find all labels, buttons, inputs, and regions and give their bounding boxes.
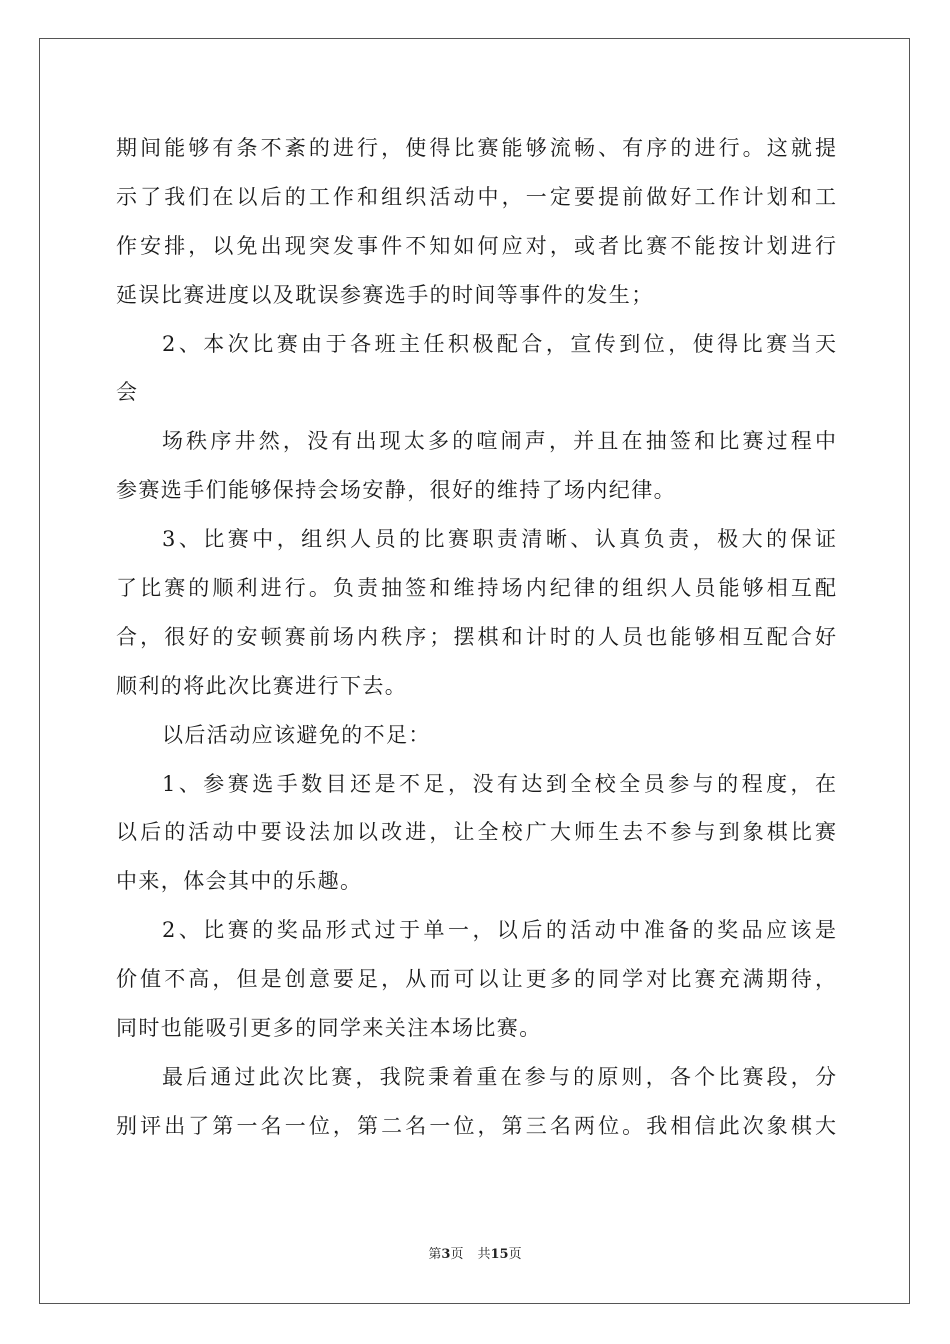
document-body <box>116 124 836 1151</box>
text-line: 2、本次比赛由于各班主任积极配合，宣传到位，使得比赛当天 <box>162 331 836 356</box>
page-prefix: 第 <box>428 1247 442 1262</box>
text-line: 价值不高，但是创意要足，从而可以让更多的同学对比赛充满期待， <box>116 967 836 992</box>
text-line: 延误比赛进度以及耽误参赛选手的时间等事件的发生； <box>116 282 654 307</box>
text-line: 合，很好的安顿赛前场内秩序；摆棋和计时的人员也能够相互配合好 <box>116 624 836 649</box>
text-line: 场秩序井然，没有出现太多的喧闹声，并且在抽签和比赛过程中 <box>162 429 836 454</box>
text-line: 中来，体会其中的乐趣。 <box>116 869 363 894</box>
text-line: 2、比赛的奖品形式过于单一，以后的活动中准备的奖品应该是 <box>162 918 836 943</box>
text-line: 参赛选手们能够保持会场安静，很好的维持了场内纪律。 <box>116 478 676 503</box>
page-number: 3 <box>441 1247 451 1262</box>
text-line: 顺利的将此次比赛进行下去。 <box>116 673 408 698</box>
text-line: 示了我们在以后的工作和组织活动中，一定要提前做好工作计划和工 <box>116 184 836 209</box>
text-line: 作安排，以免出现突发事件不知如何应对，或者比赛不能按计划进行 <box>116 233 836 258</box>
total-prefix: 共 <box>477 1247 491 1262</box>
text-line: 了比赛的顺利进行。负责抽签和维持场内纪律的组织人员能够相互配 <box>116 576 836 601</box>
text-line: 以后的活动中要设法加以改进，让全校广大师生去不参与到象棋比赛 <box>116 820 836 845</box>
text-line: 会 <box>116 380 139 405</box>
total-suffix: 页 <box>508 1247 522 1262</box>
text-line: 别评出了第一名一位，第二名一位，第三名两位。我相信此次象棋大 <box>116 1113 836 1138</box>
page-suffix: 页 <box>450 1247 464 1262</box>
text-line: 3、比赛中，组织人员的比赛职责清晰、认真负责，极大的保证 <box>162 527 836 552</box>
page-footer <box>0 1243 950 1262</box>
text-line: 最后通过此次比赛，我院秉着重在参与的原则，各个比赛段，分 <box>162 1064 836 1089</box>
text-line: 同时也能吸引更多的同学来关注本场比赛。 <box>116 1016 542 1041</box>
total-pages: 15 <box>490 1247 509 1262</box>
text-line: 期间能够有条不紊的进行，使得比赛能够流畅、有序的进行。这就提 <box>116 136 836 160</box>
text-line: 以后活动应该避免的不足： <box>162 722 431 747</box>
text-line: 1、参赛选手数目还是不足，没有达到全校全员参与的程度，在 <box>162 771 836 796</box>
